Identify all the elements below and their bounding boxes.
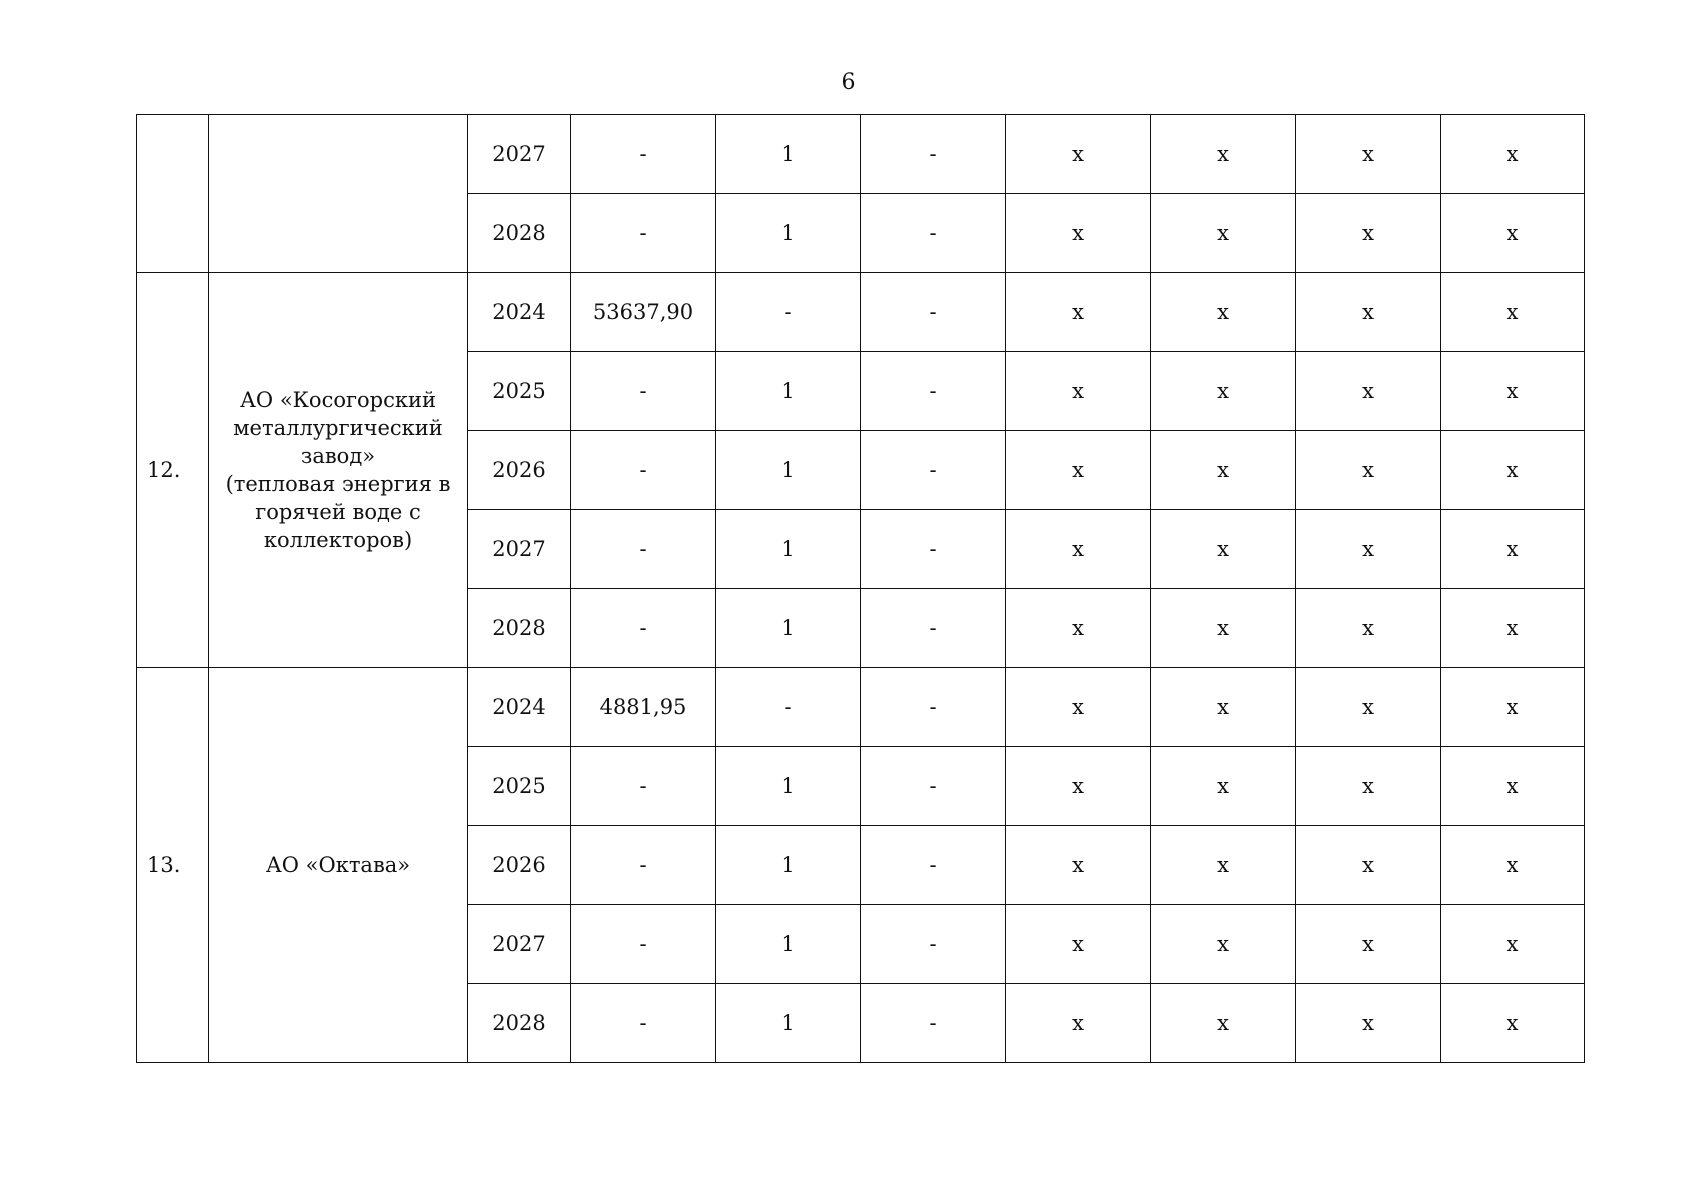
year-cell: 2027: [468, 905, 571, 984]
value-cell: х: [1151, 826, 1296, 905]
value-cell: х: [1296, 510, 1441, 589]
organization-cell: [209, 668, 468, 1063]
value-cell: х: [1151, 905, 1296, 984]
value-cell: -: [571, 510, 716, 589]
value-cell: -: [861, 352, 1006, 431]
value-cell: х: [1151, 747, 1296, 826]
value-cell: х: [1006, 273, 1151, 352]
value-cell: х: [1441, 589, 1585, 668]
value-cell: х: [1296, 747, 1441, 826]
value-cell: -: [861, 115, 1006, 194]
organization-cell: [209, 115, 468, 273]
organization-name-line: завод»: [300, 444, 376, 468]
year-cell: 2027: [468, 510, 571, 589]
value-cell: -: [861, 431, 1006, 510]
value-cell: х: [1441, 905, 1585, 984]
value-cell: -: [861, 905, 1006, 984]
value-cell: -: [571, 194, 716, 273]
table-row: [137, 115, 1585, 194]
value-cell: х: [1151, 273, 1296, 352]
value-cell: 1: [716, 510, 861, 589]
value-cell: -: [571, 905, 716, 984]
data-table: [136, 114, 1585, 1063]
organization-name-line: металлургический: [233, 416, 443, 440]
value-cell: х: [1296, 115, 1441, 194]
value-cell: х: [1441, 668, 1585, 747]
value-cell: х: [1151, 510, 1296, 589]
value-cell: х: [1441, 826, 1585, 905]
year-cell: 2027: [468, 115, 571, 194]
value-cell: х: [1006, 984, 1151, 1063]
value-cell: -: [861, 668, 1006, 747]
value-cell: х: [1296, 352, 1441, 431]
value-cell: -: [861, 273, 1006, 352]
value-cell: х: [1151, 589, 1296, 668]
value-cell: х: [1006, 431, 1151, 510]
value-cell: -: [571, 826, 716, 905]
value-cell: х: [1151, 194, 1296, 273]
value-cell: х: [1296, 905, 1441, 984]
organization-name-line: АО «Косогорский: [240, 388, 436, 412]
year-cell: 2028: [468, 194, 571, 273]
value-cell: -: [861, 826, 1006, 905]
value-cell: х: [1441, 984, 1585, 1063]
organization-name-line: горячей воде с: [255, 500, 421, 524]
year-cell: 2025: [468, 747, 571, 826]
value-cell: -: [861, 194, 1006, 273]
value-cell: х: [1006, 194, 1151, 273]
row-number-cell: 13.: [137, 668, 209, 1063]
value-cell: 1: [716, 984, 861, 1063]
value-cell: х: [1441, 352, 1585, 431]
value-cell: -: [861, 747, 1006, 826]
year-cell: 2028: [468, 589, 571, 668]
value-cell: х: [1151, 115, 1296, 194]
value-cell: х: [1296, 668, 1441, 747]
value-cell: х: [1006, 747, 1151, 826]
value-cell: х: [1151, 431, 1296, 510]
value-cell: 1: [716, 826, 861, 905]
value-cell: 1: [716, 194, 861, 273]
value-cell: х: [1296, 826, 1441, 905]
value-cell: х: [1151, 668, 1296, 747]
value-cell: х: [1296, 194, 1441, 273]
value-cell: х: [1296, 589, 1441, 668]
value-cell: -: [861, 589, 1006, 668]
value-cell: х: [1006, 826, 1151, 905]
value-cell: х: [1006, 589, 1151, 668]
value-cell: -: [861, 510, 1006, 589]
value-cell: 1: [716, 747, 861, 826]
year-cell: 2024: [468, 668, 571, 747]
value-cell: -: [571, 747, 716, 826]
value-cell: 1: [716, 352, 861, 431]
value-cell: х: [1441, 194, 1585, 273]
table-row: [137, 273, 1585, 352]
organization-name-line: (тепловая энергия в: [225, 472, 451, 496]
organization-name-line: коллекторов): [263, 528, 413, 552]
table-row: [137, 668, 1585, 747]
value-cell: 53637,90: [571, 273, 716, 352]
year-cell: 2028: [468, 984, 571, 1063]
row-number-cell: 12.: [137, 273, 209, 668]
value-cell: х: [1006, 510, 1151, 589]
value-cell: 1: [716, 905, 861, 984]
value-cell: 1: [716, 589, 861, 668]
value-cell: х: [1296, 984, 1441, 1063]
value-cell: х: [1151, 984, 1296, 1063]
value-cell: х: [1006, 115, 1151, 194]
organization-cell: [209, 273, 468, 668]
year-cell: 2026: [468, 431, 571, 510]
value-cell: 1: [716, 115, 861, 194]
year-cell: 2024: [468, 273, 571, 352]
page-number: 6: [841, 70, 856, 95]
value-cell: х: [1441, 510, 1585, 589]
value-cell: -: [571, 115, 716, 194]
value-cell: 1: [716, 431, 861, 510]
value-cell: -: [571, 352, 716, 431]
value-cell: -: [571, 984, 716, 1063]
value-cell: х: [1296, 431, 1441, 510]
value-cell: -: [571, 431, 716, 510]
value-cell: 4881,95: [571, 668, 716, 747]
value-cell: х: [1296, 273, 1441, 352]
value-cell: -: [571, 589, 716, 668]
value-cell: х: [1006, 352, 1151, 431]
value-cell: -: [861, 984, 1006, 1063]
value-cell: -: [716, 273, 861, 352]
value-cell: х: [1441, 273, 1585, 352]
value-cell: х: [1006, 905, 1151, 984]
organization-name-line: АО «Октава»: [265, 853, 411, 877]
value-cell: -: [716, 668, 861, 747]
value-cell: х: [1006, 668, 1151, 747]
value-cell: х: [1441, 115, 1585, 194]
value-cell: х: [1441, 747, 1585, 826]
year-cell: 2025: [468, 352, 571, 431]
year-cell: 2026: [468, 826, 571, 905]
value-cell: х: [1441, 431, 1585, 510]
value-cell: х: [1151, 352, 1296, 431]
row-number-cell: [137, 115, 209, 273]
